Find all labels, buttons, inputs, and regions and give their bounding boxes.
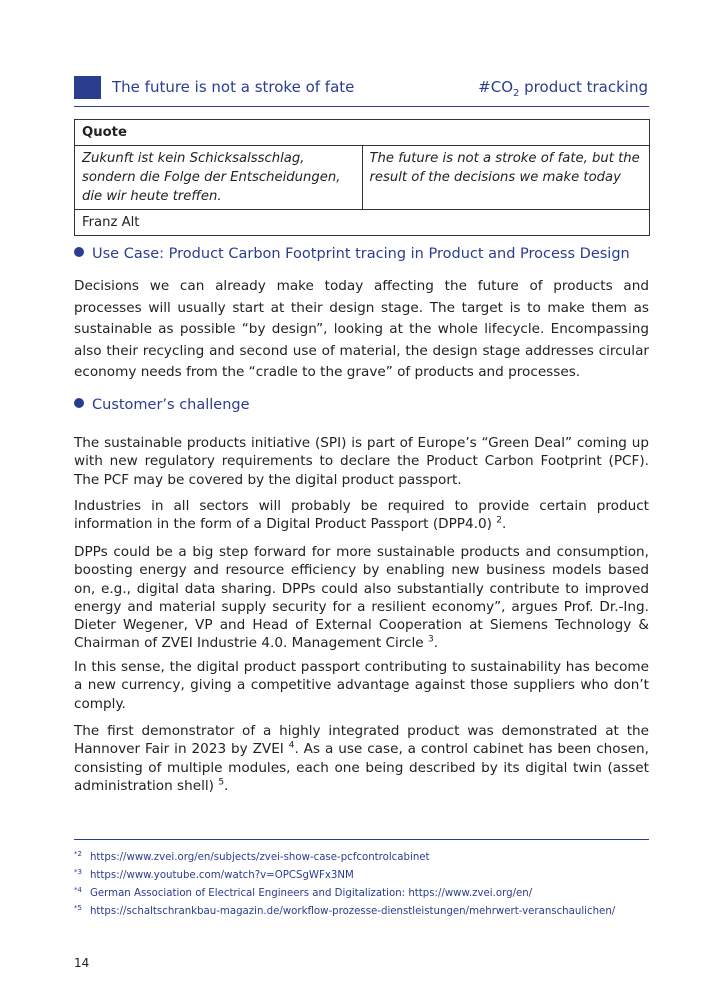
section-heading-text: Customer’s challenge — [92, 397, 250, 413]
footnote-mark: *4 — [74, 886, 82, 894]
footnote-ref: 4 — [288, 740, 295, 751]
challenge-paragraph-3 — [74, 543, 649, 653]
section-heading-challenge — [74, 397, 649, 413]
quote-table — [74, 119, 650, 236]
page-header — [74, 76, 649, 100]
challenge-paragraph-1: The sustainable products initiative (SPI) is part of Europe’s “Green Deal” coming up with new regulatory requirements to declare the Product Carbon Footprint (PCF). The PCF may be covered by the digital product passport. — [74, 435, 649, 488]
footnote-link[interactable]: https://schaltschrankbau-magazin.de/workflow-prozesse-dienstleistungen/mehrwert-veranschaulichen/ — [89, 906, 616, 917]
challenge-paragraph-2 — [74, 497, 649, 534]
footnote-3[interactable] — [74, 868, 354, 881]
quote-table-heading: Quote — [75, 120, 650, 146]
section-heading-use-case — [74, 246, 649, 262]
footnote-link[interactable]: https://www.youtube.com/watch?v=OPCSgWFx3NM — [89, 870, 354, 881]
footnote-ref: 5 — [218, 777, 225, 788]
paragraph-end: . — [433, 635, 439, 652]
paragraph-text: The first demonstrator of a highly integrated product was demonstrated at the Hannover Fair in 2023 by ZVEI — [74, 723, 649, 758]
header-tag-suffix: product tracking — [519, 78, 648, 96]
footnote-link[interactable]: https://www.zvei.org/en/subjects/zvei-show-case-pcfcontrolcabinet — [89, 852, 430, 863]
paragraph-end: . — [501, 516, 507, 533]
footnote-divider — [74, 839, 649, 840]
paragraph-text: DPPs could be a big step forward for more sustainable products and consumption, boosting energy and resource efficiency by enabling new business models based on, e.g., digital data sharing. DPPs could also substantially contribute to improved energy and material supply security for a resilient economy”, argues Prof. Dr.-Ing. Dieter Wegener, VP and Head of External Cooperation at Siemens Technology & Chairman of ZVEI Industrie 4.0. Management Circle — [74, 544, 649, 652]
quote-author: Franz Alt — [75, 210, 650, 236]
footnote-mark: *2 — [74, 850, 82, 858]
use-case-paragraph: Decisions we can already make today affecting the future of products and processes will usually start at their design stage. The target is to make them as sustainable as possible “by design”, looking at the whole lifecycle. Encompassing also their recycling and second use of material, the design stage addresses circular economy needs from the “cradle to the grave” of products and processes. — [74, 278, 649, 381]
footnote-4[interactable] — [74, 886, 532, 899]
header-tag — [478, 78, 648, 99]
bullet-dot-icon — [74, 398, 84, 408]
paragraph-text: Industries in all sectors will probably be required to provide certain product information in the form of a Digital Product Passport (DPP4.0) — [74, 498, 649, 533]
header-square-mark — [74, 76, 101, 99]
footnote-link[interactable]: German Association of Electrical Engineers and Digitalization: https://www.zvei.org/en/ — [89, 888, 533, 899]
page-number: 14 — [74, 956, 90, 970]
header-tag-subscript: 2 — [513, 88, 520, 99]
section-heading-text: Use Case: Product Carbon Footprint tracing in Product and Process Design — [92, 246, 630, 262]
quote-german: Zukunft ist kein Schicksalsschlag, sondern die Folge der Entscheidungen, die wir heute treffen. — [75, 146, 363, 210]
footnote-ref: 3 — [428, 634, 434, 645]
header-divider — [74, 106, 649, 107]
paragraph-end: . — [224, 777, 229, 794]
challenge-paragraph-4: In this sense, the digital product passport contributing to sustainability has become a new currency, giving a competitive advantage against those suppliers who don’t comply. — [74, 659, 649, 712]
paragraph-text: . As a use case, a control cabinet has been chosen, consisting of multiple modules, each one being described by its digital twin (asset administration shell) — [74, 741, 649, 794]
header-tag-prefix: #CO — [478, 78, 514, 96]
footnote-5[interactable] — [74, 904, 615, 917]
footnote-2[interactable] — [74, 850, 430, 863]
bullet-dot-icon — [74, 247, 84, 257]
header-title: The future is not a stroke of fate — [112, 78, 355, 96]
footnote-mark: *3 — [74, 868, 82, 876]
quote-english: The future is not a stroke of fate, but the result of the decisions we make today — [362, 146, 650, 210]
challenge-paragraph-5 — [74, 722, 649, 795]
footnote-mark: *5 — [74, 904, 82, 912]
footnote-ref: 2 — [496, 515, 502, 526]
